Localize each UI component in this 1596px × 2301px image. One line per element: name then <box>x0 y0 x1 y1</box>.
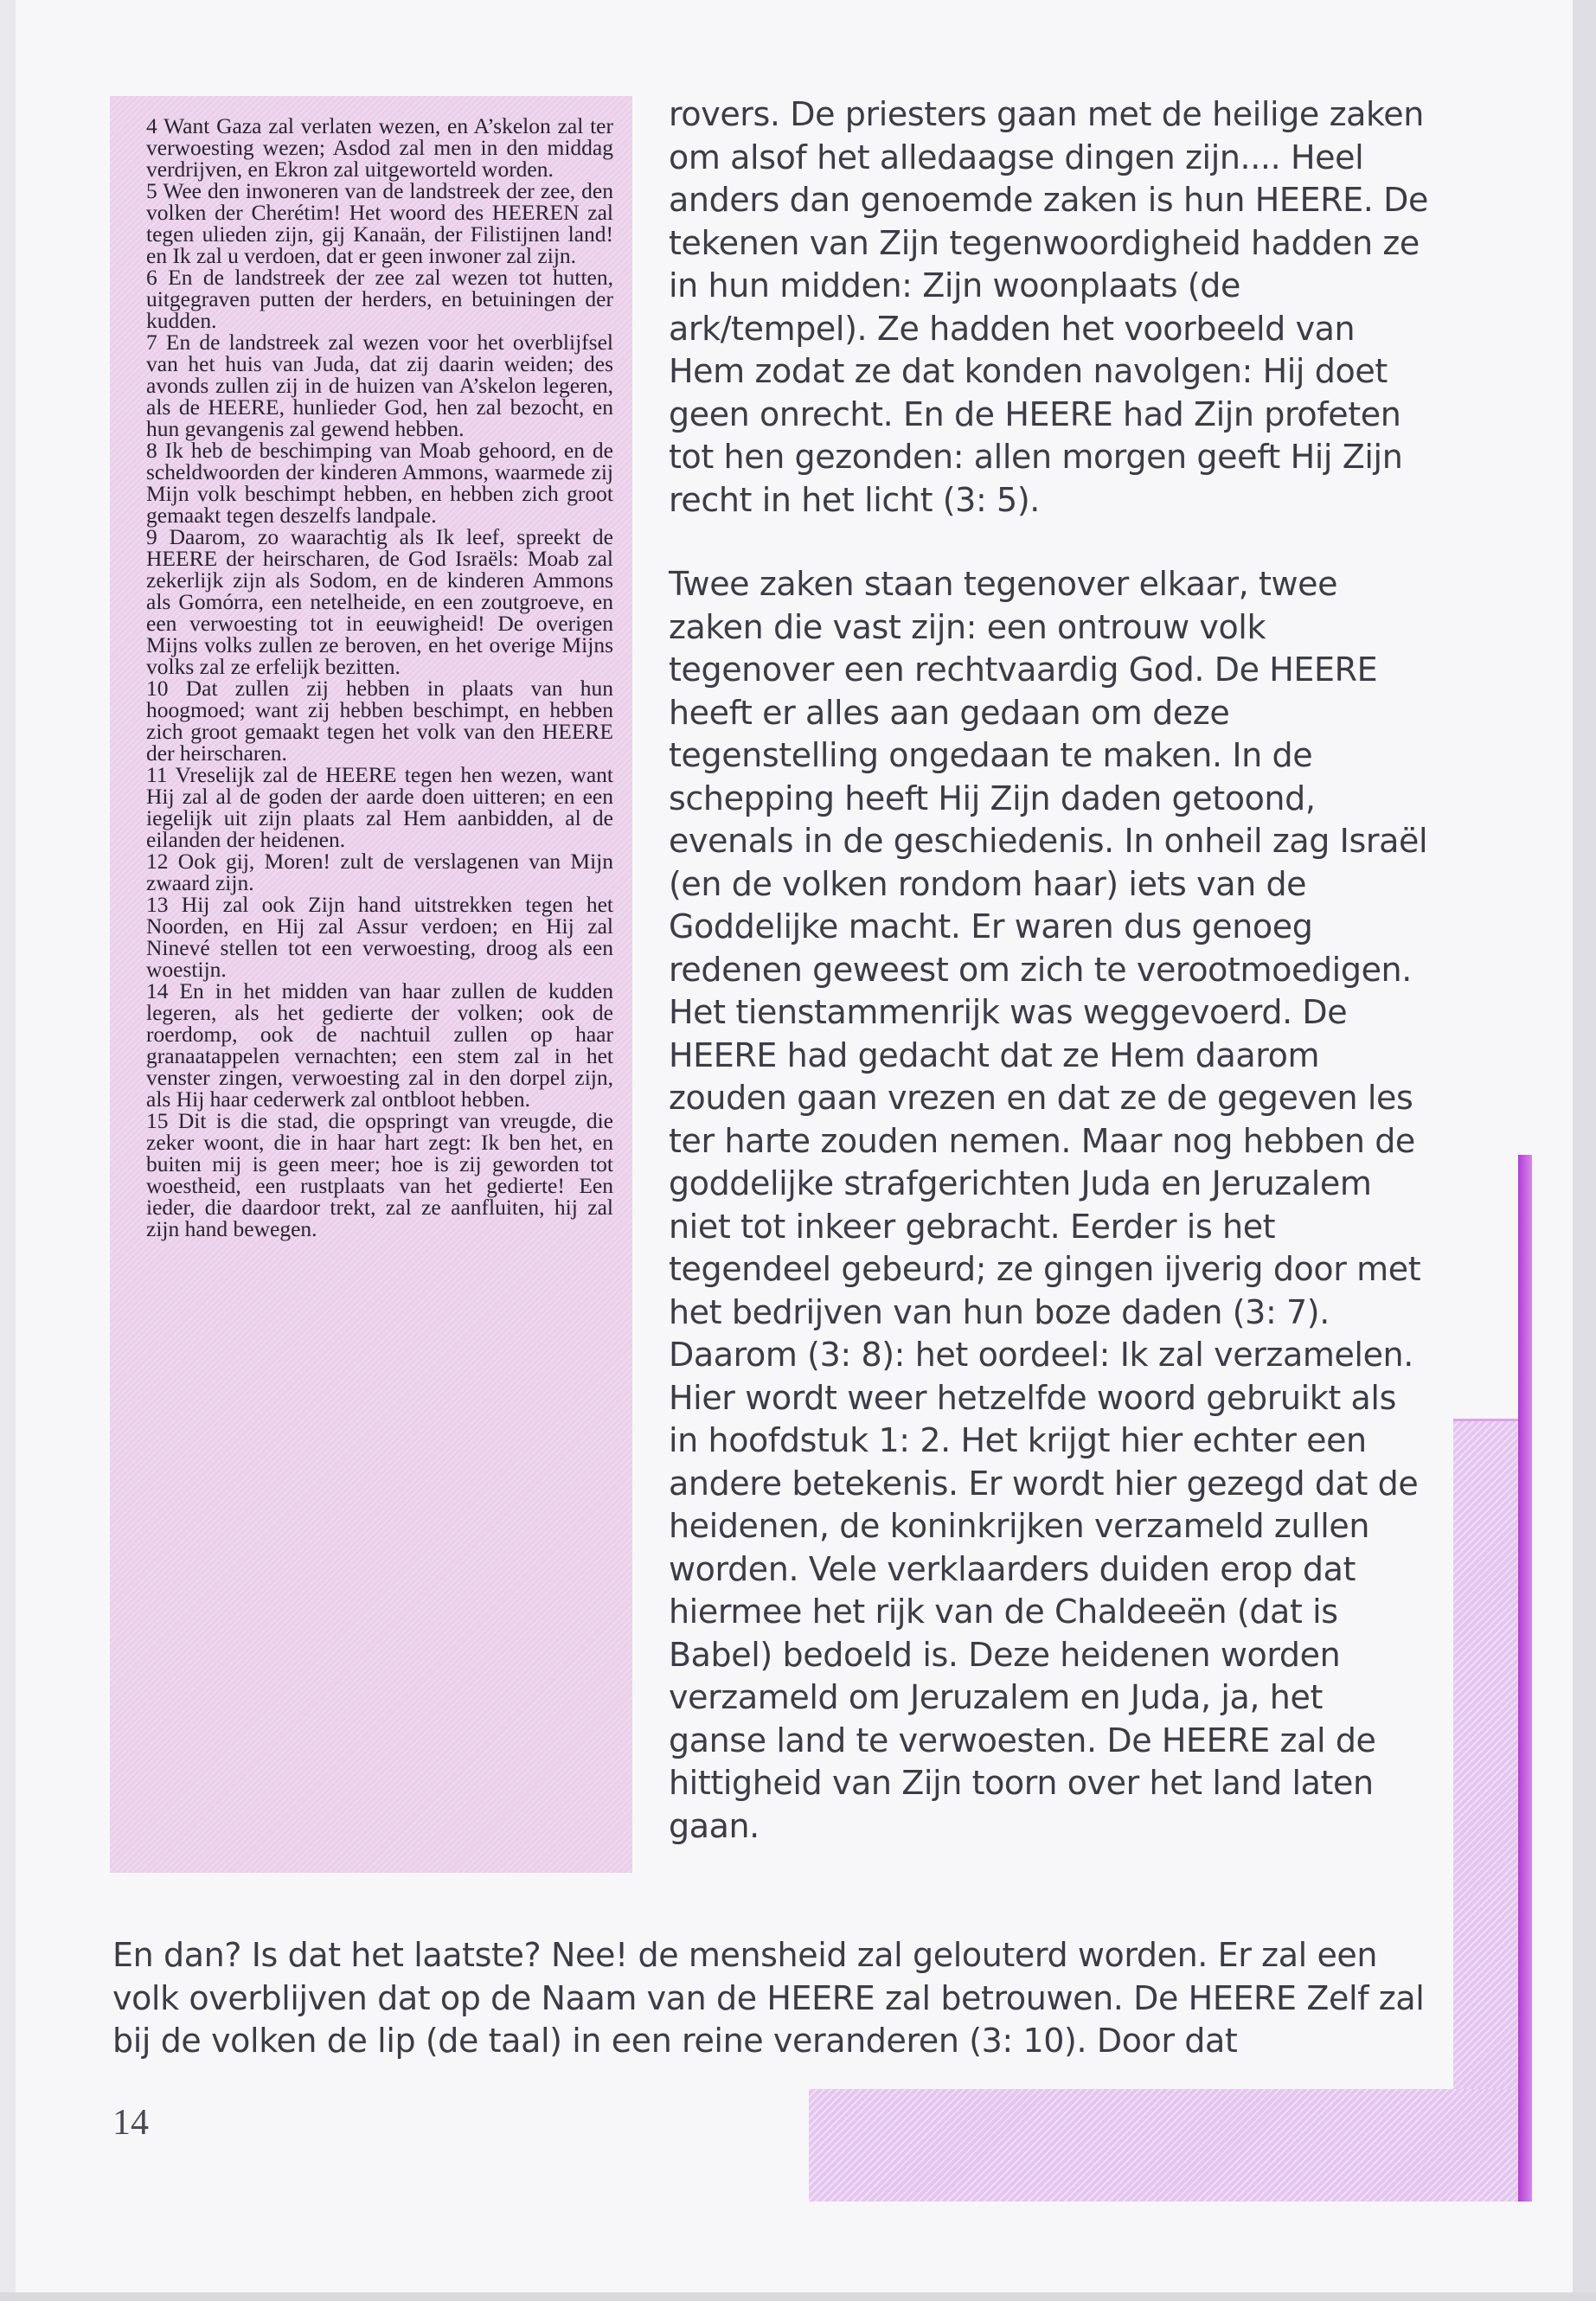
commentary-column <box>669 93 1430 1848</box>
verse-8: 8 Ik heb de beschimping van Moab gehoord, en de scheldwoorden der kinderen Ammons, waarmede zij Mijn volk beschimpt hebben, en hebben zich groot gemaakt tegen deszelfs landpale. <box>146 438 613 528</box>
page-number: 14 <box>112 2103 149 2143</box>
commentary-paragraph-2: Twee zaken staan tegenover elkaar, twee zaken die vast zijn: een ontrouw volk tegenover een rechtvaardig God. De HEERE heeft er alles aan gedaan om deze tegenstelling ongedaan te maken. In de schepping heeft Hij Zijn daden getoond, evenals in de geschiedenis. In onheil zag Israël (en de volken rondom haar) iets van de Goddelijke macht. Er waren dus genoeg redenen geweest om zich te verootmoedigen. Het tienstammenrijk was weggevoerd. De HEERE had gedacht dat ze Hem daarom zouden gaan vrezen en dat ze de gegeven les ter harte zouden nemen. Maar nog hebben de goddelijke strafgerichten Juda en Jeruzalem niet tot inkeer gebracht. Eerder is het tegendeel gebeurd; ze gingen ijverig door met het bedrijven van hun boze daden (3: 7). Daarom (3: 8): het oordeel: Ik zal verzamelen. Hier wordt weer hetzelfde woord gebruikt als in hoofdstuk 1: 2. Het krijgt hier echter een andere betekenis. Er wordt hier gezegd dat de heidenen, de koninkrijken verzameld zullen worden. Vele verklaarders duiden erop dat hiermee het rijk van de Chaldeeën (dat is Babel) bedoeld is. Deze heidenen worden verzameld om Jeruzalem en Juda, ja, het ganse land te verwoesten. De HEERE zal de hittigheid van Zijn toorn over het land laten gaan. <box>669 565 1428 1845</box>
page-bottom-edge <box>0 2292 1596 2301</box>
bottom-paragraph: En dan? Is dat het laatste? Nee! de mensheid zal gelouterd worden. Er zal een volk overblijven dat op de Naam van de HEERE zal betrouwen. De HEERE Zelf zal bij de volken de lip (de taal) in een reine veranderen (3: 10). Door dat <box>112 1936 1425 2060</box>
commentary-paragraph-1: rovers. De priesters gaan met de heilige zaken om alsof het alledaagse dingen zijn.... Heel anders dan genoemde zaken is hun HEERE. De tekenen van Zijn tegenwoordigheid hadden ze in hun midden: Zijn woonplaats (de ark/tempel). Ze hadden het voorbeeld van Hem zodat ze dat konden navolgen: Hij doet geen onrecht. En de HEERE had Zijn profeten tot hen gezonden: allen morgen geeft Hij Zijn recht in het licht (3: 5). <box>669 95 1428 519</box>
verse-12: 12 Ook gij, Moren! zult de verslagenen van Mijn zwaard zijn. <box>146 849 613 895</box>
decorative-block-horizontal <box>809 2089 1518 2202</box>
verse-13: 13 Hij zal ook Zijn hand uitstrekken tegen het Noorden, en Hij zal Assur verdoen; en Hij zal Ninevé stellen tot een verwoesting, droog als een woestijn. <box>146 892 613 982</box>
verse-7: 7 En de landstreek zal wezen voor het overblijfsel van het huis van Juda, dat zij daarin weiden; des avonds zullen zij in de huizen van A’skelon legeren, als de HEERE, hunlieder God, hen zal bezocht, en hun gevangenis zal gewend hebben. <box>146 330 613 441</box>
verse-4: 4 Want Gaza zal verlaten wezen, en A’skelon zal ter verwoesting wezen; Asdod zal men in den middag verdrijven, en Ekron zal uitgeworteld worden. <box>146 113 613 182</box>
decorative-corner-line <box>1453 1419 1518 1421</box>
verse-11: 11 Vreselijk zal de HEERE tegen hen wezen, want Hij zal al de goden der aarde doen uitteren; en een iegelijk uit zijn plaats zal Hem aanbidden, al de eilanden der heidenen. <box>146 762 613 852</box>
verse-6: 6 En de landstreek der zee zal wezen tot hutten, uitgegraven putten der herders, en betuiningen der kudden. <box>146 265 613 333</box>
page-edge <box>1573 0 1596 2301</box>
verse-15: 15 Dit is die stad, die opspringt van vreugde, die zeker woont, die in haar hart zegt: Ik ben het, en buiten mij is geen meer; hoe is zij geworden tot woestheid, een rustplaats van het gedierte! Een ieder, die daardoor trekt, zal ze aanfluiten, hij zal zijn hand bewegen. <box>146 1108 613 1241</box>
scripture-text <box>146 115 613 1240</box>
verse-14: 14 En in het midden van haar zullen de kudden legeren, als het gedierte der volken; ook de roerdomp, ook de nachtuil zullen op haar granaatappelen vernachten; een stem zal in het venster zingen, verwoesting zal in den dorpel zijn, als Hij haar cederwerk zal ontbloot hebben. <box>146 978 613 1112</box>
verse-10: 10 Dat zullen zij hebben in plaats van hun hoogmoed; want zij hebben beschimpt, en hebben zich groot gemaakt tegen het volk van den HEERE der heirscharen. <box>146 676 613 766</box>
decorative-block-vertical <box>1453 1419 1518 2202</box>
verse-5: 5 Wee den inwoneren van de landstreek der zee, den volken der Cherétim! Het woord des HEEREN zal tegen ulieden zijn, gij Kanaän, der Filistijnen land! en Ik zal u verdoen, dat er geen inwoner zal zijn. <box>146 178 613 268</box>
decorative-accent-bar <box>1518 1155 1532 2202</box>
scripture-box <box>110 96 632 1873</box>
verse-9: 9 Daarom, zo waarachtig als Ik leef, spreekt de HEERE der heirscharen, de God Israëls: Moab zal zekerlijk zijn als Sodom, en de kinderen Ammons als Gomórra, een netelheide, en een zoutgroeve, en een verwoesting tot in eeuwigheid! De overigen Mijns volks zullen ze beroven, en het overige Mijns volks zal ze erfelijk bezitten. <box>146 524 613 679</box>
